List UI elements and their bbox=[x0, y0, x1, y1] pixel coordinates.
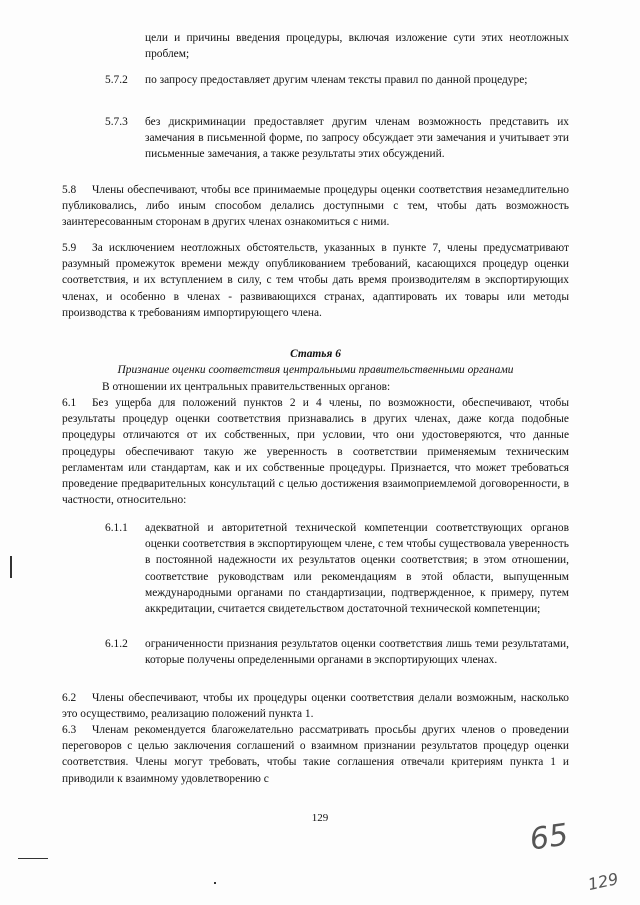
article-title: Статья 6 bbox=[290, 348, 341, 360]
paragraph-text: Без ущерба для положений пунктов 2 и 4 члены, по возможности, обеспечивают, чтобы результаты процедур оценки соответствия признавались в других членах, даже когда подобные процедуры отличаются от их собственных, при условии, что они удостоверяются, что данные процедуры обеспечивают такую же уверенность в соответствии применяемым техническим регламентам или стандартам, как и их собственные процедуры. Признается, что может требоваться проведение предварительных консультаций с целью достижения взаимоприемлемой договоренности, в частности, относительно: bbox=[62, 397, 569, 507]
scan-mark bbox=[18, 858, 48, 859]
item-number: 6.1.1 bbox=[105, 522, 128, 534]
list-item-6-1-2 bbox=[105, 636, 569, 668]
paragraph-text: Члены обеспечивают, чтобы их процедуры оценки соответствия делали возможным, насколько это осуществимо, реализацию положений пункта 1. bbox=[62, 692, 569, 721]
paragraph-number: 5.8 bbox=[62, 184, 77, 196]
paragraph-text: Члены обеспечивают, чтобы все принимаемые процедуры оценки соответствия незамедлительно публиковались, либо иным способом делались доступными с тем, чтобы дать возможность заинтересованным сторонам в других членах ознакомиться с ними. bbox=[62, 184, 569, 229]
paragraph-5-9 bbox=[62, 240, 569, 321]
article-subtitle: Признание оценки соответствия центральными правительственными органами bbox=[117, 364, 514, 376]
article-intro: В отношении их центральных правительственных органов: bbox=[102, 381, 391, 393]
page-number: 129 bbox=[311, 812, 329, 824]
handwritten-mark: 65 bbox=[527, 817, 571, 858]
item-text: адекватной и авторитетной технической компетенции соответствующих органов оценки соответствия в экспортирующем члене, с тем чтобы существовала уверенность в постоянной надежности их результатов оценки соответствия; в этом отношении, соответствие руководствам или рекомендациям в этой области, выпущенным международными органами по стандартизации, подтвержденное, к примеру, путем аккредитации, считается свидетельством достаточной технической компетенции; bbox=[145, 522, 569, 616]
paragraph-number: 6.3 bbox=[62, 724, 77, 736]
list-item-5-7-3 bbox=[105, 114, 569, 163]
scan-mark bbox=[214, 882, 216, 884]
paragraph-number: 6.2 bbox=[62, 692, 77, 704]
paragraph-text: За исключением неотложных обстоятельств, указанных в пункте 7, члены предусматривают разумный промежуток времени между опубликованием требований, касающихся процедур оценки соответствия, и их вступлением в силу, с тем чтобы дать время производителям в экспортирующих членах, и особенно в членах - развивающихся странах, адаптировать их товары или методы производства к требованиям импортирующего члена. bbox=[62, 242, 569, 319]
item-text: по запросу предоставляет другим членам тексты правил по данной процедуре; bbox=[145, 74, 528, 86]
paragraph-6-3 bbox=[62, 722, 569, 787]
item-number: 6.1.2 bbox=[105, 638, 128, 650]
item-text: без дискриминации предоставляет другим членам возможность представить их замечания в письменной форме, по запросу обсуждает эти замечания и учитывает эти письменные замечания, а также результаты этих обсуждений. bbox=[145, 116, 569, 161]
list-item-6-1-1 bbox=[105, 520, 569, 617]
list-item-5-7-2 bbox=[105, 72, 569, 88]
item-text: ограниченности признания результатов оценки соответствия лишь теми результатами, которые получены определенными органами в экспортирующих членах. bbox=[145, 638, 569, 667]
paragraph-text: Членам рекомендуется благожелательно рассматривать просьбы других членов о проведении переговоров с целью заключения соглашений о взаимном признании результатов процедур оценки соответствия. Члены могут требовать, чтобы такие соглашения отвечали критериям пункта 1 и приводили к взаимному удовлетворению с bbox=[62, 724, 569, 785]
item-number: 5.7.3 bbox=[105, 116, 128, 128]
item-number: 5.7.2 bbox=[105, 74, 128, 86]
paragraph-6-1 bbox=[62, 395, 569, 508]
scan-mark bbox=[10, 556, 12, 578]
continuation-text: цели и причины введения процедуры, включая изложение сути этих неотложных проблем; bbox=[145, 32, 569, 61]
paragraph-number: 5.9 bbox=[62, 242, 77, 254]
paragraph-5-8 bbox=[62, 182, 569, 231]
continuation-item bbox=[105, 30, 569, 62]
handwritten-page-number: 129 bbox=[586, 869, 621, 894]
paragraph-number: 6.1 bbox=[62, 397, 77, 409]
paragraph-6-2 bbox=[62, 690, 569, 722]
